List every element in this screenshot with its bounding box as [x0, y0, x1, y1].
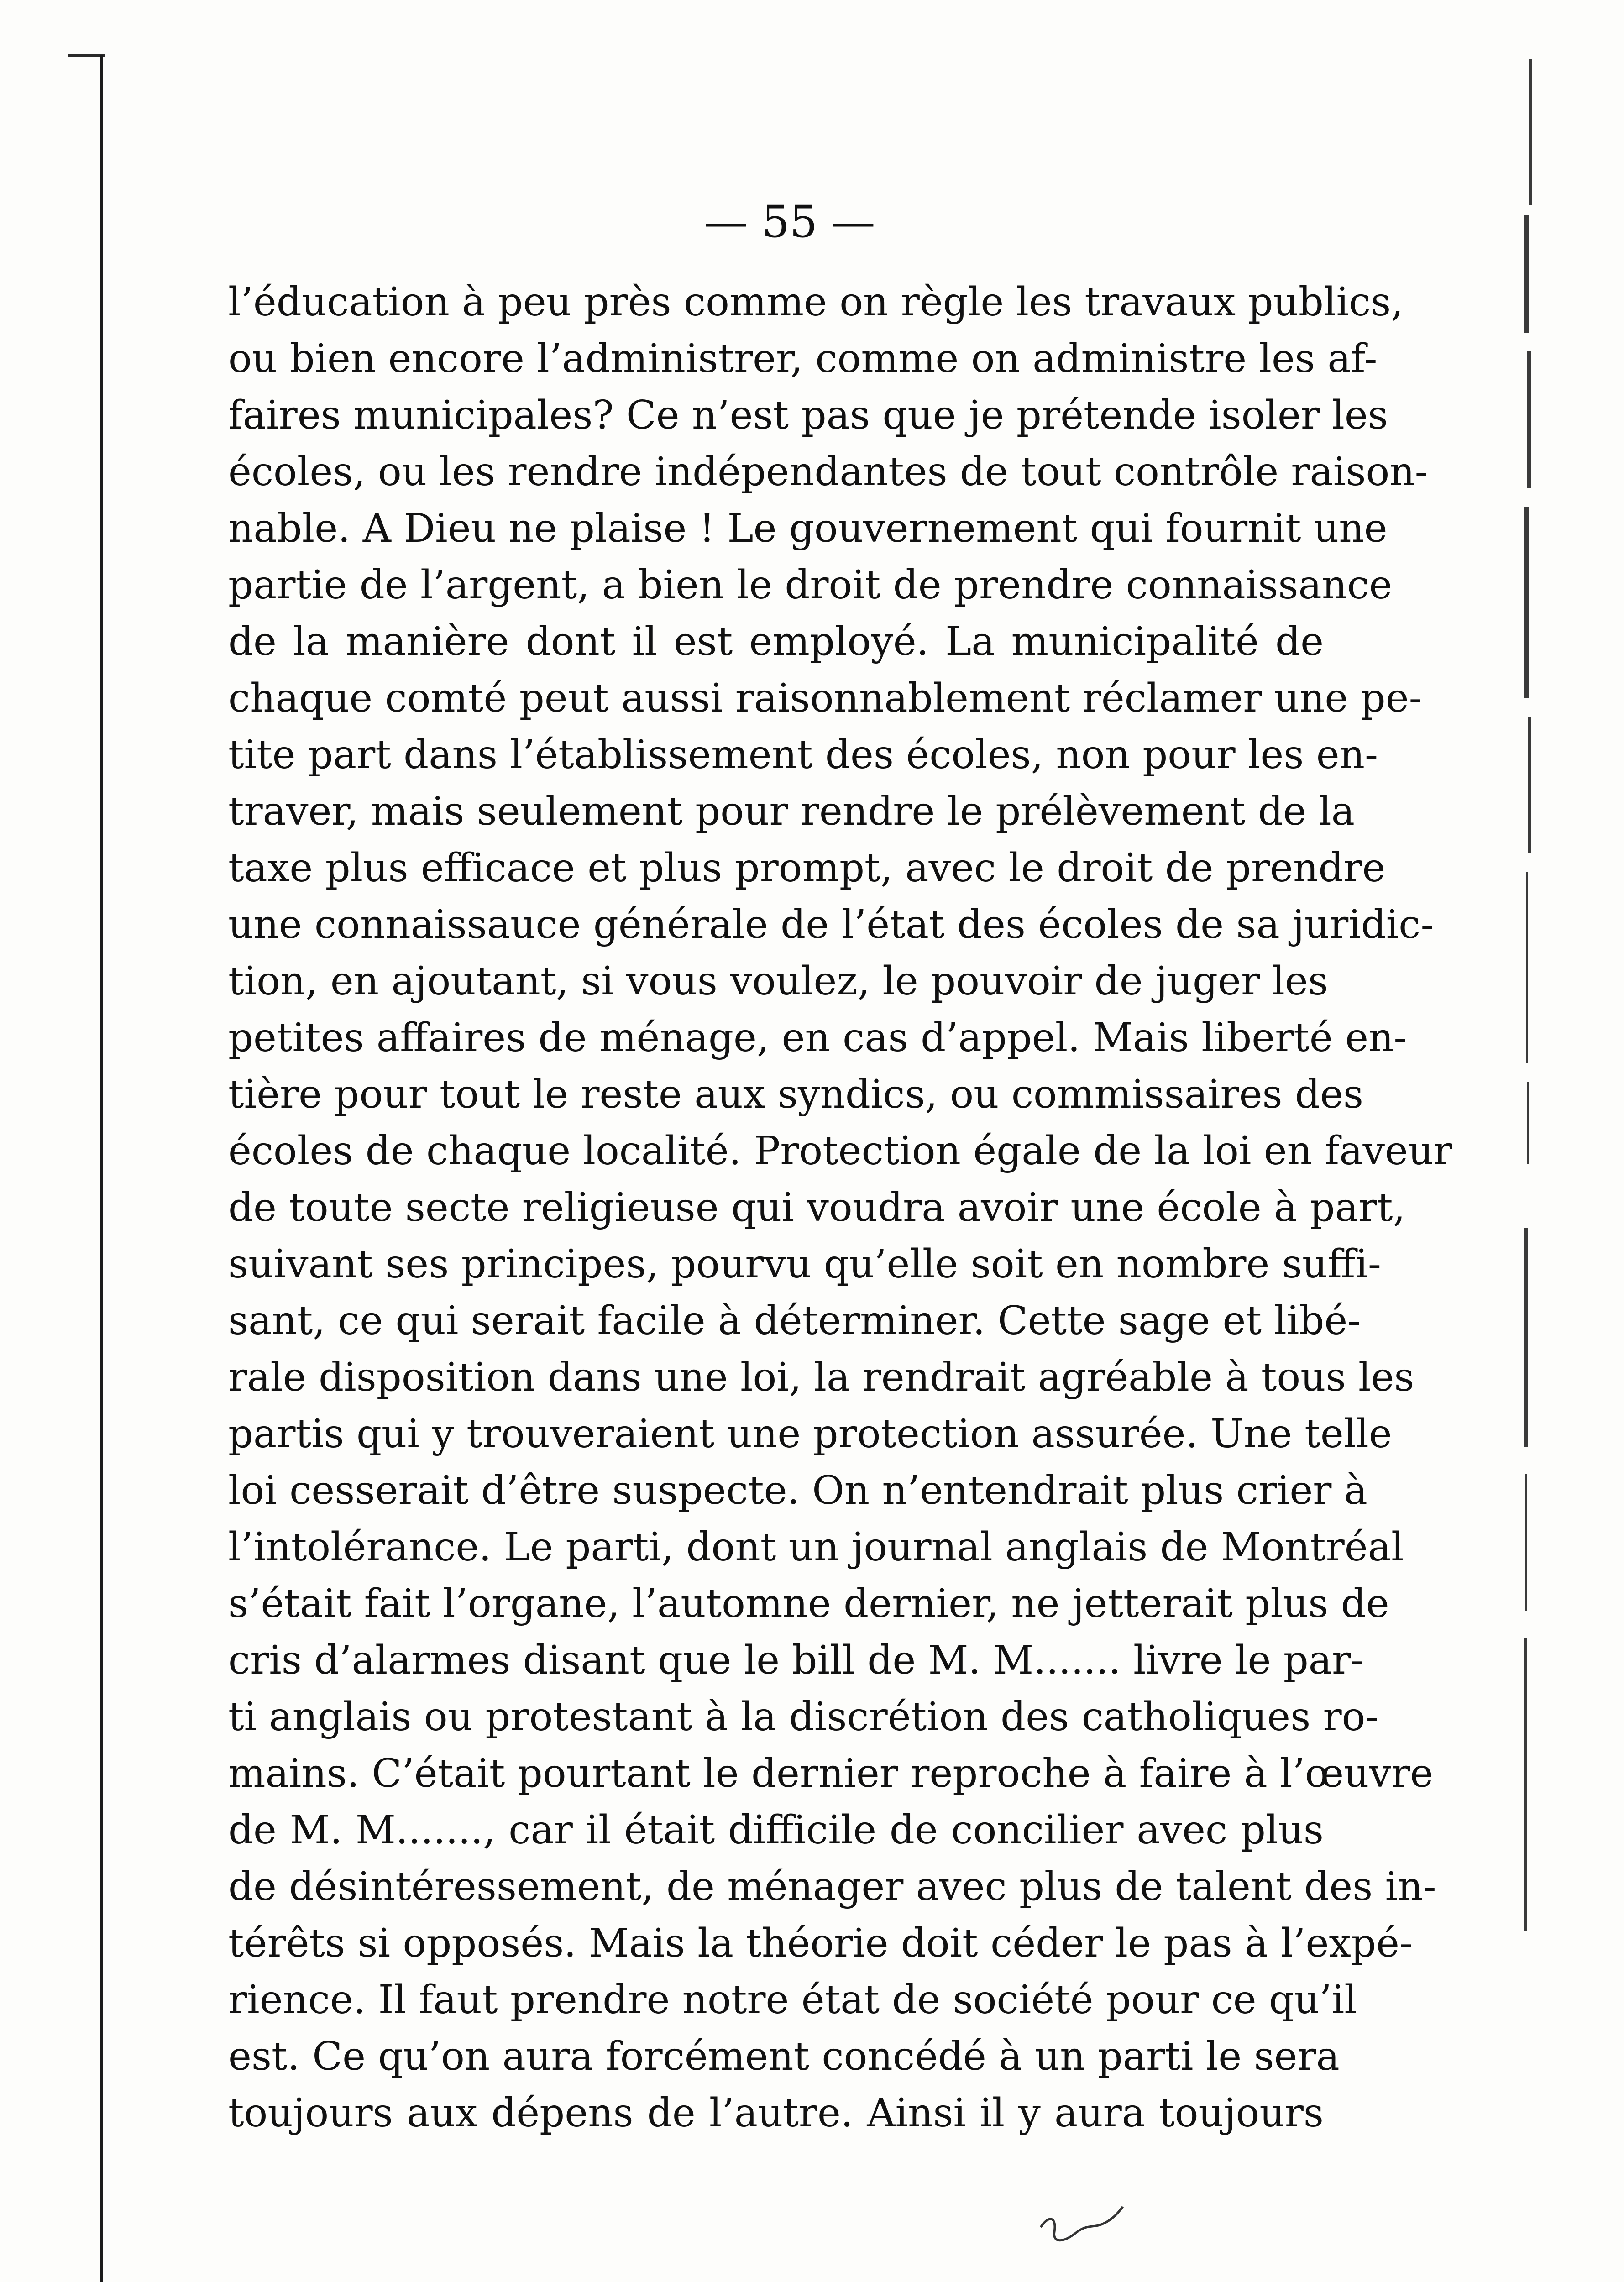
text-line: tite part dans l’établissement des écoles, non pour les en-: [228, 732, 1378, 778]
text-line: de toute secte religieuse qui voudra avoir une école à part,: [228, 1185, 1405, 1230]
text-line: écoles, ou les rendre indépendantes de tout contrôle raison-: [228, 449, 1428, 495]
text-line: tion, en ajoutant, si vous voulez, le pouvoir de juger les: [228, 958, 1328, 1004]
text-line: de M. M......., car il était difficile de concilier avec plus: [228, 1807, 1324, 1853]
page-number: — 55 —: [704, 196, 875, 247]
text-line: est. Ce qu’on aura forcément concédé à un parti le sera: [228, 2034, 1340, 2079]
page-edge-specks: [1511, 59, 1547, 1976]
text-line: térêts si opposés. Mais la théorie doit céder le pas à l’expé-: [228, 1921, 1413, 1966]
text-line: rience. Il faut prendre notre état de société pour ce qu’il: [228, 1977, 1357, 2023]
text-line: rale disposition dans une loi, la rendrait agréable à tous les: [228, 1355, 1414, 1400]
text-line: partis qui y trouveraient une protection assurée. Une telle: [228, 1411, 1392, 1457]
pen-squiggle-mark: [1036, 2200, 1127, 2255]
text-line: toujours aux dépens de l’autre. Ainsi il y aura toujours: [228, 2090, 1324, 2136]
text-line: loi cesserait d’être suspecte. On n’entendrait plus crier à: [228, 1468, 1367, 1513]
text-line: l’éducation à peu près comme on règle les travaux publics,: [228, 279, 1404, 325]
text-line: suivant ses principes, pourvu qu’elle soit en nombre suffi-: [228, 1241, 1381, 1287]
text-line: s’était fait l’organe, l’automne dernier, ne jetterait plus de: [228, 1581, 1389, 1627]
text-line: petites affaires de ménage, en cas d’appel. Mais liberté en-: [228, 1015, 1407, 1061]
text-line: cris d’alarmes disant que le bill de M. M....... livre le par-: [228, 1638, 1364, 1683]
text-line: de désintéressement, de ménager avec plus de talent des in-: [228, 1864, 1436, 1910]
text-line: mains. C’était pourtant le dernier reproche à faire à l’œuvre: [228, 1751, 1434, 1796]
text-line: écoles de chaque localité. Protection égale de la loi en faveur: [228, 1128, 1452, 1174]
text-line: de la manière dont il est employé. La municipalité de: [228, 619, 1324, 665]
text-line: chaque comté peut aussi raisonnablement réclamer une pe-: [228, 675, 1422, 721]
text-line: ou bien encore l’administrer, comme on administre les af-: [228, 336, 1378, 382]
text-line: faires municipales? Ce n’est pas que je prétende isoler les: [228, 393, 1388, 438]
text-line: taxe plus efficace et plus prompt, avec le droit de prendre: [228, 845, 1386, 891]
text-line: une connaissauce générale de l’état des écoles de sa juridic-: [228, 902, 1434, 947]
text-line: nable. A Dieu ne plaise ! Le gouvernement qui fournit une: [228, 506, 1388, 551]
text-line: l’intolérance. Le parti, dont un journal anglais de Montréal: [228, 1524, 1404, 1570]
text-line: partie de l’argent, a bien le droit de prendre connaissance: [228, 562, 1393, 608]
text-line: sant, ce qui serait facile à déterminer. Cette sage et libé-: [228, 1298, 1361, 1344]
text-line: tière pour tout le reste aux syndics, ou commissaires des: [228, 1072, 1364, 1117]
text-line: ti anglais ou protestant à la discrétion des catholiques ro-: [228, 1694, 1379, 1740]
text-line: traver, mais seulement pour rendre le prélèvement de la: [228, 789, 1355, 834]
page-gutter-line: [100, 55, 103, 2282]
body-paragraph: [228, 274, 1452, 2141]
